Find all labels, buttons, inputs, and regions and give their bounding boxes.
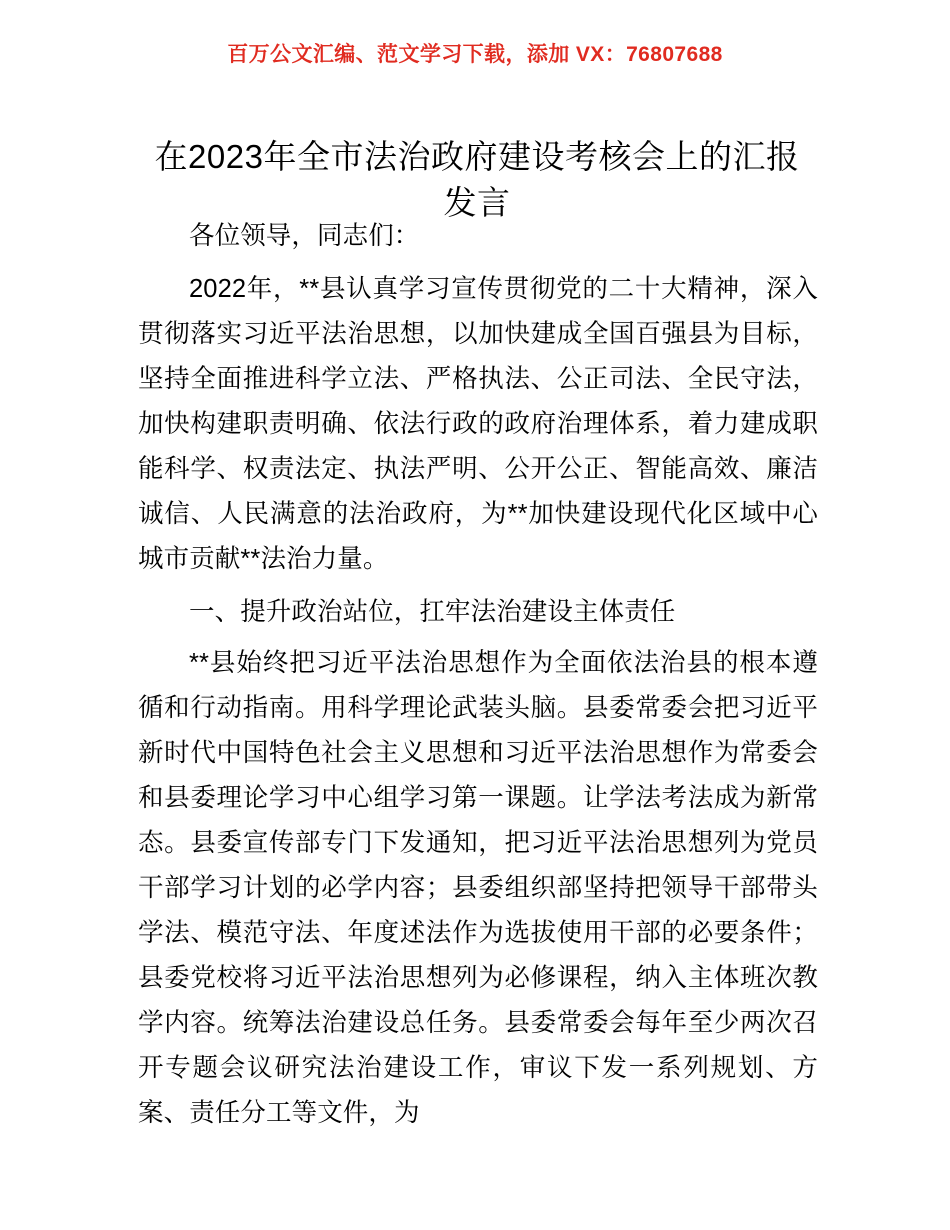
promo-header-banner: 百万公文汇编、范文学习下载，添加 VX：76807688 bbox=[227, 43, 723, 66]
page-title: 在2023年全市法治政府建设考核会上的汇报发言 bbox=[154, 138, 800, 222]
paragraph-intro: 2022年，**县认真学习宣传贯彻党的二十大精神，深入贯彻落实习近平法治思想，以加快建成全国百强县为目标，坚持全面推进科学立法、严格执法、公正司法、全民守法，加快构建职责明确、依法行政的政府治理体系，着力建成职能科学、权责法定、执法严明、公开公正、智能高效、廉洁诚信、人民满意的法治政府，为**加快建设现代化区域中心城市贡献**法治力量。 bbox=[138, 275, 818, 573]
salutation-line: 各位领导，同志们： bbox=[189, 222, 420, 250]
paragraph-section-1-body: **县始终把习近平法治思想作为全面依法治县的根本遵循和行动指南。用科学理论武装头脑。县委常委会把习近平新时代中国特色社会主义思想和习近平法治思想作为常委会和县委理论学习中心组学习第一课题。让学法考法成为新常态。县委宣传部专门下发通知，把习近平法治思想列为党员干部学习计划的必学内容；县委组织部坚持把领导干部带头学法、模范守法、年度述法作为选拔使用干部的必要条件；县委党校将习近平法治思想列为必修课程，纳入主体班次教学内容。统筹法治建设总任务。县委常委会每年至少两次召开专题会议研究法治建设工作，审议下发一系列规划、方案、责任分工等文件，为 bbox=[138, 649, 818, 1127]
document-body bbox=[138, 214, 818, 1142]
section-heading-1: 一、提升政治站位，扛牢法治建设主体责任 bbox=[189, 598, 676, 626]
